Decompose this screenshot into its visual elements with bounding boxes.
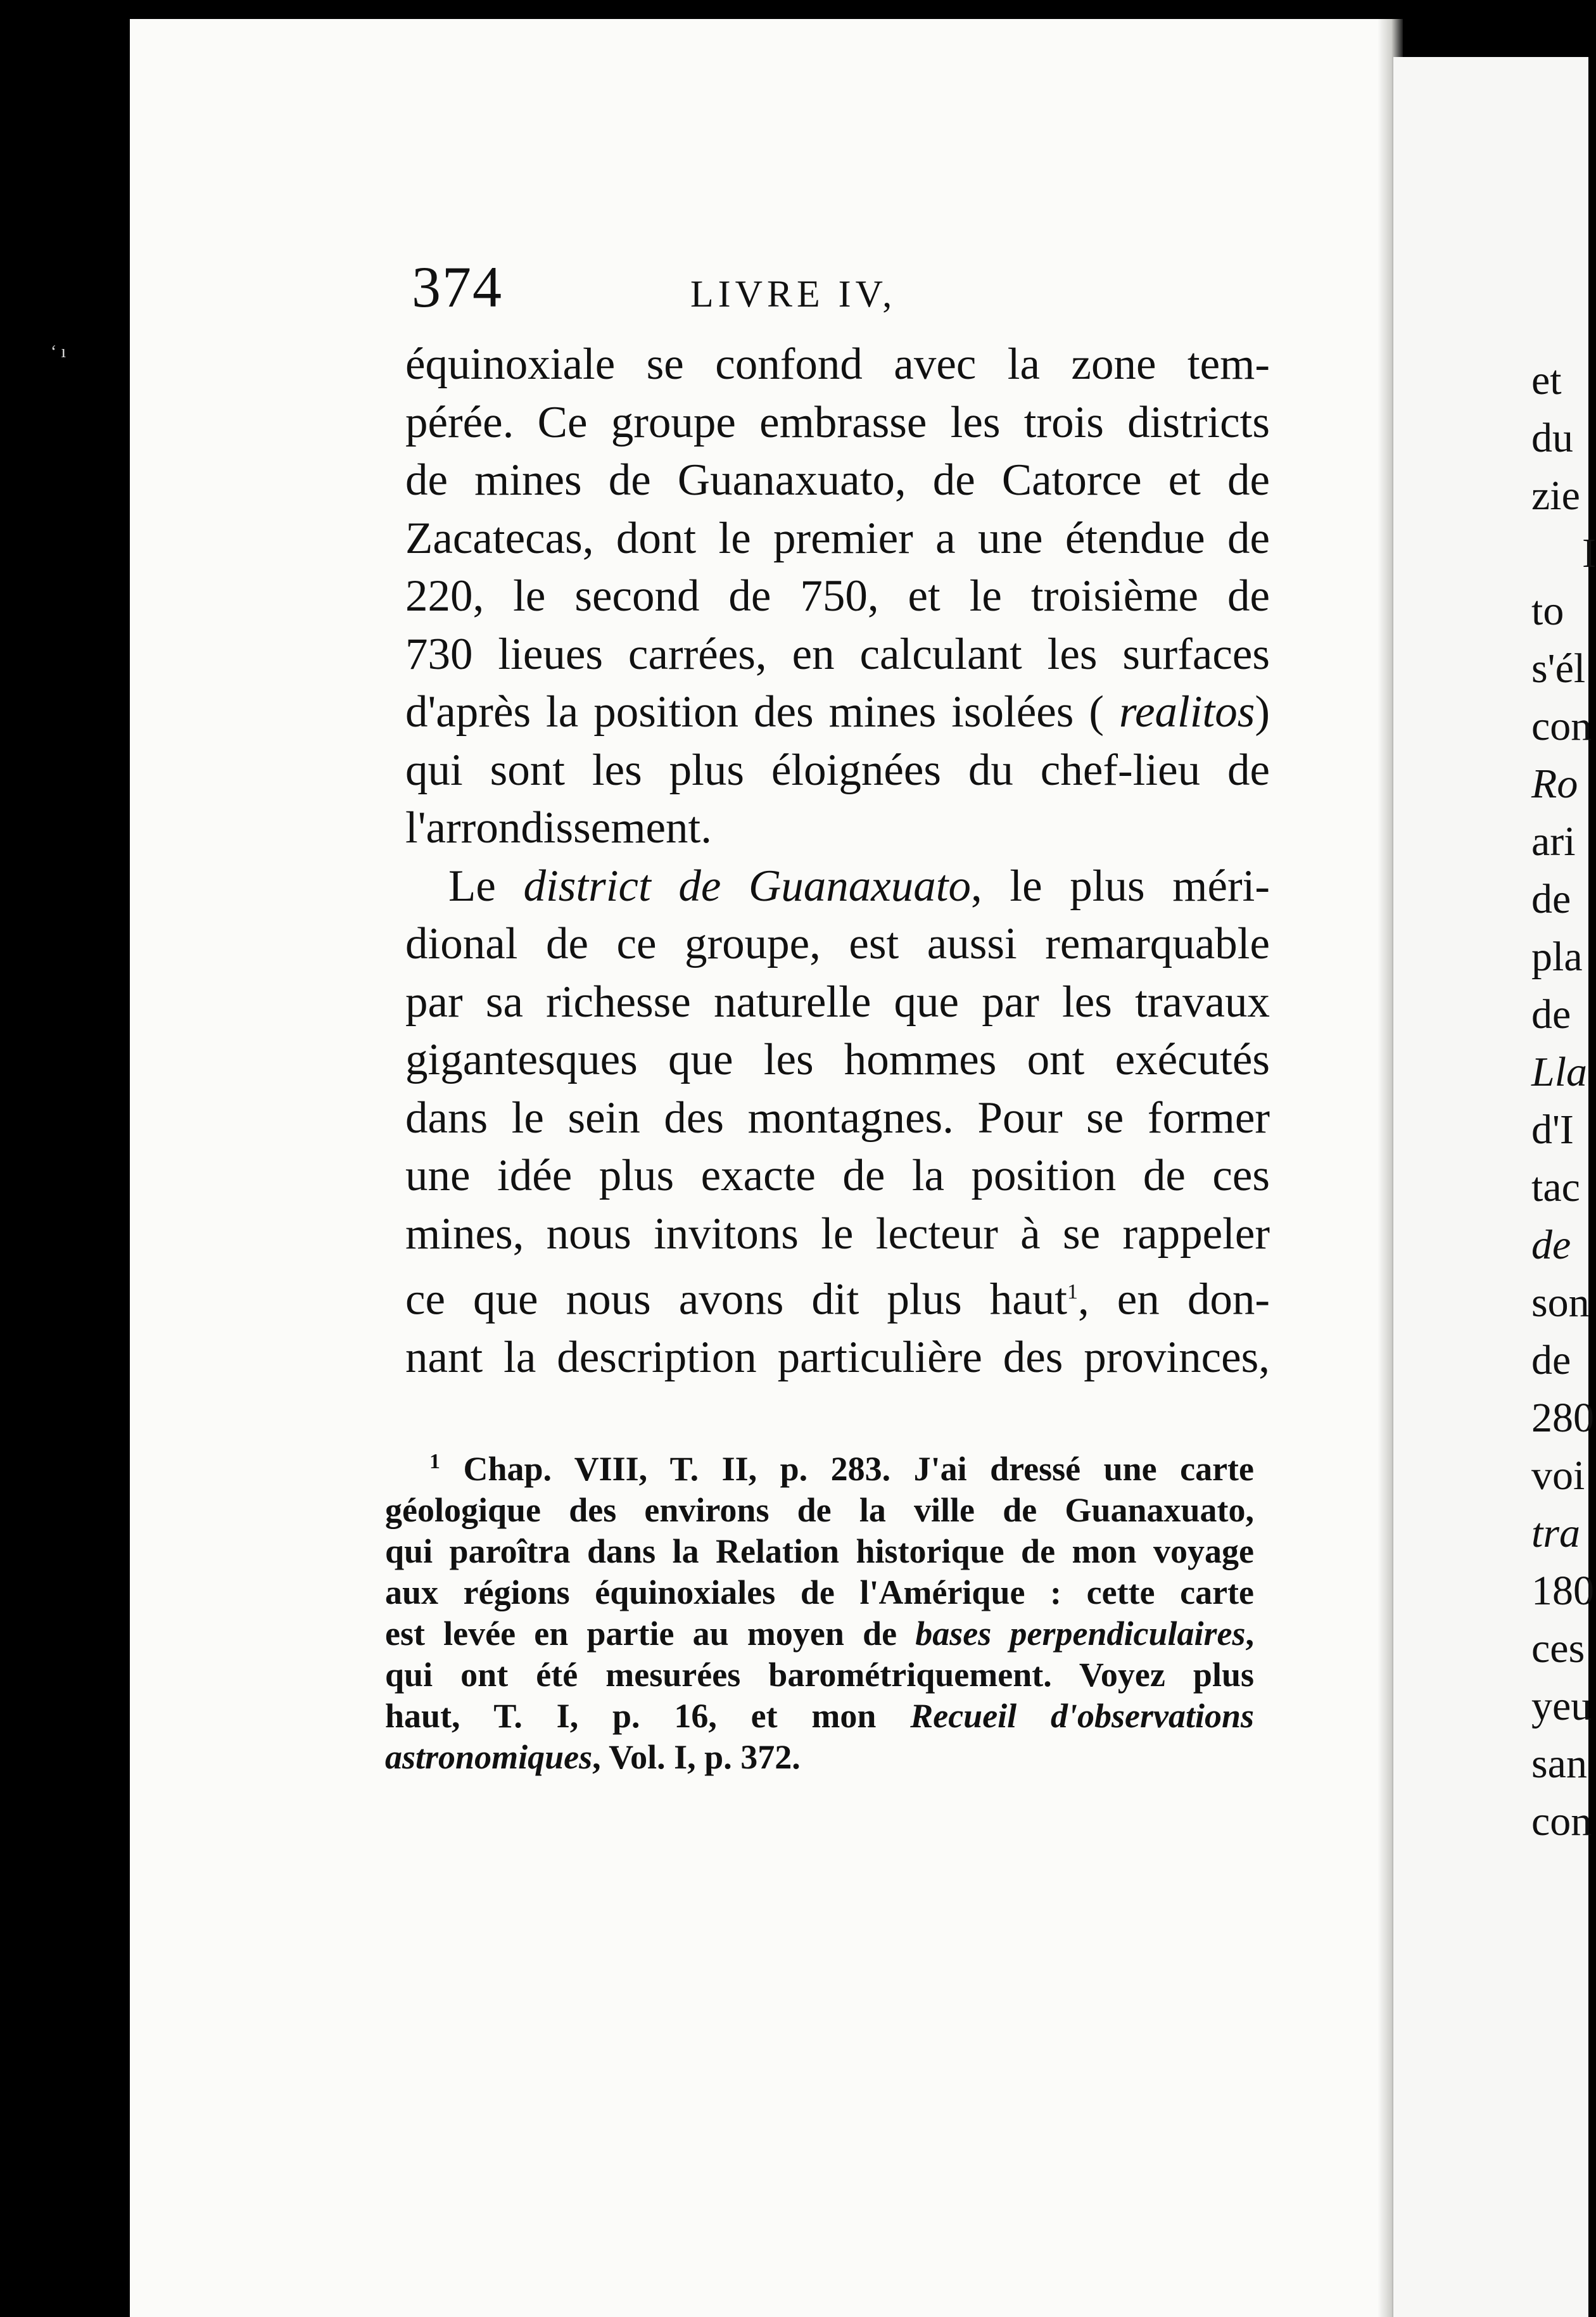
footnote-line	[385, 1737, 1254, 1778]
next-page-fragment: tra	[1531, 1510, 1581, 1556]
body-line: par sa richesse naturelle que par les travaux	[405, 977, 1270, 1027]
footnote-text: , Vol. I, p. 372.	[592, 1738, 801, 1776]
next-page-column	[1531, 352, 1596, 1850]
body-line: qui sont les plus éloignées du chef-lieu de	[405, 745, 1270, 795]
next-page-fragment: et	[1531, 357, 1562, 403]
body-line: dans le sein des montagnes. Pour se former	[405, 1093, 1270, 1143]
italic-term: realitos	[1119, 687, 1255, 737]
footnote-line	[385, 1696, 1254, 1737]
body-line-text: )	[1255, 687, 1270, 737]
body-line: de mines de Guanaxuato, de Catorce et de	[405, 455, 1270, 505]
next-page-fragment: san	[1531, 1741, 1587, 1787]
body-line: 730 lieues carrées, en calculant les surfaces	[405, 629, 1270, 679]
italic-term: district de Guanaxuato	[523, 861, 971, 911]
body-line: dional de ce groupe, est aussi remarquable	[405, 919, 1270, 968]
footnote-italic: Recueil d'observations	[910, 1697, 1255, 1735]
body-line: l'arrondissement.	[405, 803, 712, 853]
body-line: équinoxiale se confond avec la zone tem-	[405, 340, 1270, 389]
body-line-text: ce que nous avons dit plus haut	[405, 1274, 1068, 1324]
body-line-with-note	[405, 1263, 1270, 1329]
footnote-marker: 1	[429, 1450, 440, 1473]
footnote-text: est levée en partie au moyen de	[385, 1615, 916, 1653]
next-page-fragment: de	[1531, 1337, 1571, 1383]
next-page-fragment: yeu	[1531, 1683, 1592, 1729]
next-page-fragment: de	[1531, 991, 1571, 1038]
next-page-fragment: to	[1531, 588, 1564, 634]
next-page-fragment: de	[1531, 1222, 1571, 1268]
running-title: LIVRE IV,	[690, 273, 897, 315]
footnote-reference: 1	[1067, 1280, 1079, 1304]
footnote-line: qui paroîtra dans la Relation historique de mon voyage	[385, 1532, 1254, 1570]
next-page-fragment: Ro	[1531, 761, 1578, 807]
margin-speck: ʻ ı	[51, 342, 66, 362]
next-page-fragment: voi	[1531, 1452, 1585, 1499]
body-line-text: , en don-	[1078, 1274, 1270, 1324]
body-line: une idée plus exacte de la position de ces	[405, 1151, 1270, 1200]
next-page-fragment: pla	[1531, 934, 1583, 980]
footnote-text: ,	[1245, 1615, 1254, 1653]
body-line: Zacatecas, dont le premier a une étendue de	[405, 513, 1270, 563]
body-line-text: Le	[448, 861, 524, 911]
body-line: pérée. Ce groupe embrasse les trois districts	[405, 397, 1270, 447]
next-page-fragment: Lla	[1531, 1049, 1588, 1095]
footnote-italic: bases perpendiculaires	[915, 1615, 1246, 1653]
body-text	[405, 336, 1270, 1387]
next-page-fragment: s'él	[1531, 645, 1586, 692]
running-head	[412, 253, 1279, 323]
next-page-fragment: I	[1582, 530, 1596, 576]
footnote-text: Chap. VIII, T. II, p. 283. J'ai dressé une carte	[463, 1450, 1255, 1488]
next-page-fragment: con	[1531, 703, 1592, 749]
paragraph-start	[405, 858, 1270, 916]
next-page-fragment: tac	[1531, 1164, 1580, 1210]
next-page-fragment: de	[1531, 876, 1571, 922]
next-page-fragment: 280	[1531, 1395, 1594, 1441]
next-page-fragment: con	[1531, 1798, 1592, 1844]
page-number: 374	[412, 255, 503, 319]
footnote-line	[385, 1613, 1254, 1654]
next-page-fragment: ari	[1531, 818, 1576, 865]
body-line: 220, le second de 750, et le troisième de	[405, 571, 1270, 621]
footnote-line	[385, 1441, 1254, 1490]
footnote-line: géologique des environs de la ville de Guanaxuato,	[385, 1491, 1254, 1529]
next-page-fragment: zie	[1531, 473, 1580, 519]
body-line-text: , le plus méri-	[970, 861, 1270, 911]
footnote-italic: astronomiques	[385, 1738, 593, 1776]
next-page-fragment: son	[1531, 1279, 1590, 1326]
footnote	[385, 1441, 1254, 1778]
body-line-text: d'après la position des mines isolées (	[405, 687, 1105, 737]
next-page-fragment: du	[1531, 415, 1573, 461]
body-line: nant la description particulière des provinces,	[405, 1333, 1270, 1383]
next-page-fragment: ces	[1531, 1625, 1585, 1672]
body-line: mines, nous invitons le lecteur à se rappeler	[405, 1209, 1270, 1259]
body-line: gigantesques que les hommes ont exécutés	[405, 1035, 1270, 1084]
footnote-line: qui ont été mesurées barométriquement. Voyez plus	[385, 1656, 1254, 1694]
next-page-fragment: 180	[1531, 1568, 1594, 1614]
next-page-fragment: d'I	[1531, 1107, 1574, 1153]
footnote-text: haut, T. I, p. 16, et mon	[385, 1697, 911, 1735]
body-line-with-italic	[405, 683, 1270, 742]
footnote-line: aux régions équinoxiales de l'Amérique : cette carte	[385, 1573, 1254, 1611]
